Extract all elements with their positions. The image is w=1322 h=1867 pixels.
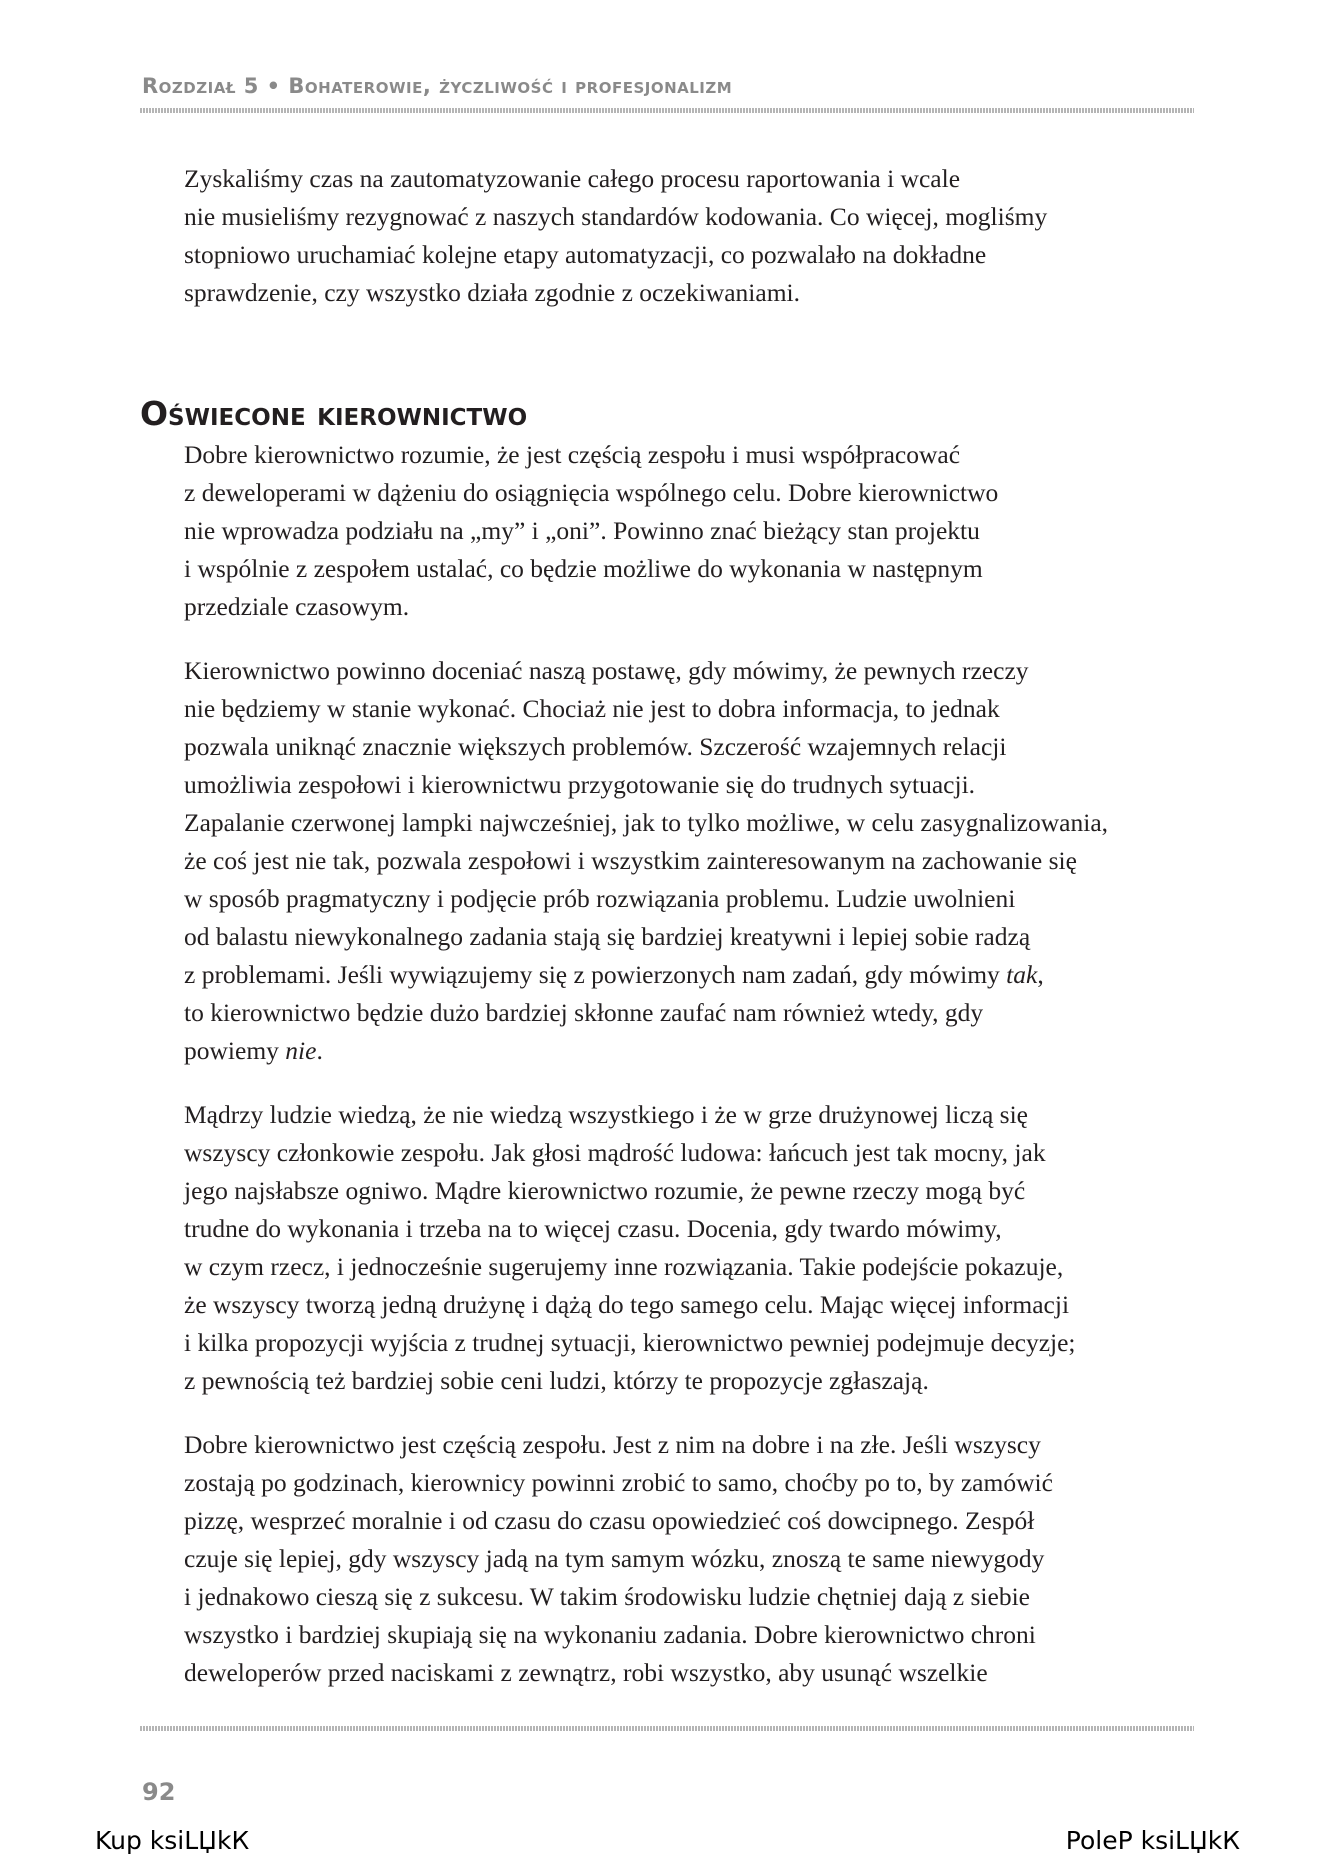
running-header: Rozdział 5 • Bohaterowie, życzliwość i profesjonalizm	[142, 74, 733, 98]
buy-book-link[interactable]: Kup ksiLЏkК	[95, 1826, 250, 1855]
emphasis-nie: nie	[285, 1036, 317, 1065]
text-line: że coś jest nie tak, pozwala zespołowi i wszystkim zainteresowanym na zachowanie się	[184, 846, 1077, 875]
text-line: deweloperów przed naciskami z zewnątrz, robi wszystko, aby usunąć wszelkie	[184, 1658, 988, 1687]
header-rule	[140, 108, 1194, 113]
text-line: nie będziemy w stanie wykonać. Chociaż nie jest to dobra informacja, to jednak	[184, 694, 1000, 723]
footer-rule	[140, 1726, 1194, 1731]
emphasis-tak: tak	[1006, 960, 1038, 989]
text-line: trudne do wykonania i trzeba na to więcej czasu. Docenia, gdy twardo mówimy,	[184, 1214, 1002, 1243]
text-line: sprawdzenie, czy wszystko działa zgodnie z oczekiwaniami.	[184, 278, 800, 307]
text-line: w sposób pragmatyczny i podjęcie prób rozwiązania problemu. Ludzie uwolnieni	[184, 884, 1016, 913]
text-line: czuje się lepiej, gdy wszyscy jadą na tym samym wózku, znoszą te same niewygody	[184, 1544, 1045, 1573]
text-line	[184, 956, 1204, 994]
page-body	[140, 160, 1204, 1692]
text-line: nie wprowadza podziału na „my” i „oni”. Powinno znać bieżący stan projektu	[184, 516, 980, 545]
text-line: stopniowo uruchamiać kolejne etapy automatyzacji, co pozwalało na dokładne	[184, 240, 987, 269]
paragraph-1	[184, 436, 1204, 626]
intro-paragraph	[184, 160, 1204, 312]
text-line: z pewnością też bardziej sobie ceni ludzi, którzy te propozycje zgłaszają.	[184, 1366, 929, 1395]
text-line: to kierownictwo będzie dużo bardziej skłonne zaufać nam również wtedy, gdy	[184, 998, 984, 1027]
text-line: że wszyscy tworzą jedną drużynę i dążą do tego samego celu. Mając więcej informacji	[184, 1290, 1070, 1319]
text-line: Zyskaliśmy czas na zautomatyzowanie całego procesu raportowania i wcale	[184, 164, 961, 193]
text-line: Dobre kierownictwo jest częścią zespołu. Jest z nim na dobre i na złe. Jeśli wszyscy	[184, 1430, 1041, 1459]
text-line: Kierownictwo powinno doceniać naszą postawę, gdy mówimy, że pewnych rzeczy	[184, 656, 1029, 685]
text-fragment: z problemami. Jeśli wywiązujemy się z powierzonych nam zadań, gdy mówimy	[184, 960, 1007, 989]
text-line: w czym rzecz, i jednocześnie sugerujemy inne rozwiązania. Takie podejście pokazuje,	[184, 1252, 1064, 1281]
text-line: i wspólnie z zespołem ustalać, co będzie możliwe do wykonania w następnym	[184, 554, 983, 583]
text-fragment: ,	[1037, 960, 1044, 989]
text-line: wszyscy członkowie zespołu. Jak głosi mądrość ludowa: łańcuch jest tak mocny, jak	[184, 1138, 1046, 1167]
text-line: pozwala uniknąć znacznie większych problemów. Szczerość wzajemnych relacji	[184, 732, 1007, 761]
text-line: jego najsłabsze ogniwo. Mądre kierownictwo rozumie, że pewne rzeczy mogą być	[184, 1176, 1026, 1205]
paragraph-4	[184, 1426, 1204, 1692]
page-number: 92	[142, 1778, 176, 1806]
recommend-book-link[interactable]: PoleР ksiLЏkК	[1065, 1826, 1240, 1855]
text-line: Mądrzy ludzie wiedzą, że nie wiedzą wszystkiego i że w grze drużynowej liczą się	[184, 1100, 1028, 1129]
text-line: umożliwia zespołowi i kierownictwu przygotowanie się do trudnych sytuacji.	[184, 770, 976, 799]
text-line: zostają po godzinach, kierownicy powinni zrobić to samo, choćby po to, by zamówić	[184, 1468, 1053, 1497]
text-line: z deweloperami w dążeniu do osiągnięcia wspólnego celu. Dobre kierownictwo	[184, 478, 999, 507]
text-line: Zapalanie czerwonej lampki najwcześniej, jak to tylko możliwe, w celu zasygnalizowania,	[184, 808, 1109, 837]
paragraph-2	[184, 652, 1204, 1070]
text-line: od balastu niewykonalnego zadania stają się bardziej kreatywni i lepiej sobie radzą	[184, 922, 1031, 951]
text-fragment: .	[316, 1036, 323, 1065]
text-fragment: powiemy	[184, 1036, 286, 1065]
text-line: przedziale czasowym.	[184, 592, 410, 621]
text-line: i kilka propozycji wyjścia z trudnej sytuacji, kierownictwo pewniej podejmuje decyzje;	[184, 1328, 1076, 1357]
text-line: wszystko i bardziej skupiają się na wykonaniu zadania. Dobre kierownictwo chroni	[184, 1620, 1036, 1649]
text-line: pizzę, wesprzeć moralnie i od czasu do czasu opowiedzieć coś dowcipnego. Zespół	[184, 1506, 1035, 1535]
text-line: Dobre kierownictwo rozumie, że jest częścią zespołu i musi współpracować	[184, 440, 961, 469]
text-line: nie musieliśmy rezygnować z naszych standardów kodowania. Co więcej, mogliśmy	[184, 202, 1048, 231]
text-line	[184, 1032, 1204, 1070]
text-line: i jednakowo cieszą się z sukcesu. W takim środowisku ludzie chętniej dają z siebie	[184, 1582, 1030, 1611]
section-heading: Oświecone kierownictwo	[140, 394, 528, 433]
paragraph-3	[184, 1096, 1204, 1400]
